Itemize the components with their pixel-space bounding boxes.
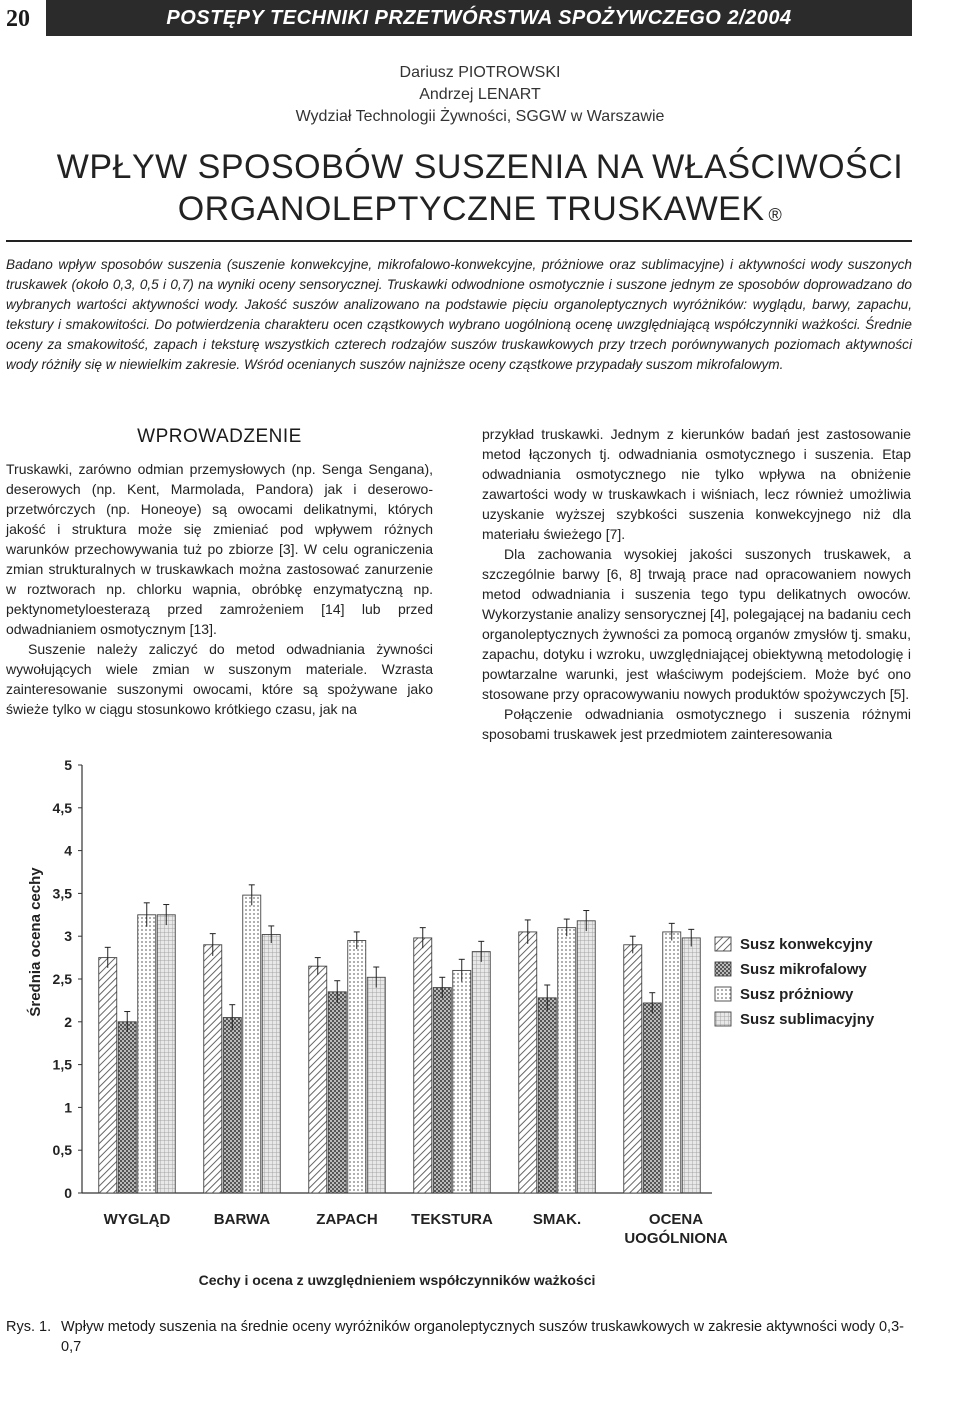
y-tick-label: 4,5 — [52, 799, 72, 816]
bar — [367, 977, 385, 1193]
bar — [519, 932, 537, 1193]
legend-label: Susz próżniowy — [740, 986, 854, 1003]
figure-chart — [0, 740, 912, 1300]
title-divider — [6, 240, 912, 242]
bar — [682, 938, 700, 1193]
legend-label: Susz konwekcyjny — [740, 936, 873, 953]
page-number: 20 — [6, 6, 30, 32]
right-paragraph-2: Dla zachowania wysokiej jakości suszonych truskawek, a szczególnie barwy [6, 8] trwają prace nad opracowaniem nowych metod odwadniania i suszenia tego typu delikatnych owoców. Wykorzystanie analizy sensorycznej [4], polegającej na badaniu cech organoleptycznych żywności za pomocą organów zmysłów tj. smaku, zapachu, dotyku i wzroku, uwzględniającej obiektywną metodologię i powtarzalne warunki, jest właściwym podejściem. Może być ono stosowane przy opracowywaniu nowych produktów spożywczych [5]. — [482, 546, 911, 702]
page-header — [0, 0, 960, 38]
right-column — [482, 424, 911, 744]
y-tick-label: 2 — [64, 1013, 72, 1030]
title-line-2 — [0, 188, 960, 230]
y-tick-label: 0,5 — [52, 1142, 72, 1159]
bar — [223, 1018, 241, 1193]
bar — [538, 998, 556, 1193]
legend-swatch — [715, 987, 731, 1001]
y-tick-label: 0 — [64, 1185, 72, 1201]
article-title — [0, 146, 960, 230]
x-axis-label: Cechy i ocena z uwzględnieniem współczynników ważkości — [198, 1272, 596, 1288]
bar — [433, 988, 451, 1193]
y-tick-label: 2,5 — [52, 971, 72, 987]
caption-label: Rys. 1. — [6, 1319, 52, 1335]
bar — [624, 945, 642, 1193]
x-tick-label: ZAPACH — [316, 1211, 378, 1228]
section-heading-introduction: WPROWADZENIE — [137, 426, 302, 447]
bar — [348, 940, 366, 1193]
bar — [309, 966, 327, 1193]
x-tick-label: UOGÓLNIONA — [624, 1230, 728, 1247]
caption-text: Wpływ metody suszenia na średnie oceny wyróżników organoleptycznych suszów truskawkowych w zakresie aktywności wody 0,3-0,7 — [61, 1319, 904, 1355]
bar — [243, 895, 261, 1193]
bar — [118, 1022, 136, 1193]
author-2: Andrzej LENART — [419, 86, 541, 103]
y-tick-label: 3 — [64, 928, 72, 945]
bar — [663, 932, 681, 1193]
journal-banner — [46, 0, 912, 36]
right-paragraph-3: Połączenie odwadniania osmotycznego i suszenia różnymi sposobami truskawek jest przedmiotem zainteresowania — [482, 706, 911, 742]
bar — [558, 928, 576, 1193]
title-line-1: WPŁYW SPOSOBÓW SUSZENIA NA WŁAŚCIWOŚCI — [56, 148, 904, 186]
bar — [643, 1003, 661, 1193]
y-tick-label: 1 — [64, 1099, 72, 1116]
bar — [204, 945, 222, 1193]
x-tick-label: BARWA — [213, 1211, 271, 1228]
figure-caption — [6, 1317, 912, 1357]
right-paragraph-1: przykład truskawki. Jednym z kierunków badań jest zastosowanie metod łączonych tj. odwadniania osmotycznego i suszenia. Etap odwadniania osmotycznego nie tylko wpływa na obniżenie zawartości wody w truskawkach i wiśniach, lecz również umożliwia uzyskanie wyższej szybkości suszenia konwekcyjnego niż dla materiału świeżego [7]. — [482, 426, 911, 542]
legend-swatch — [715, 937, 731, 951]
legend-swatch — [715, 962, 731, 976]
bar — [262, 934, 280, 1193]
y-tick-label: 3,5 — [52, 885, 72, 902]
bar — [414, 938, 432, 1193]
journal-title: POSTĘPY TECHNIKI PRZETWÓRSTWA SPOŻYWCZEGO 2/2004 — [166, 7, 792, 29]
left-column — [6, 459, 433, 719]
bar — [577, 921, 595, 1193]
affiliation: Wydział Technologii Żywności, SGGW w Warszawie — [295, 108, 665, 125]
bar — [157, 915, 175, 1193]
y-tick-label: 5 — [64, 757, 72, 773]
y-tick-label: 1,5 — [52, 1056, 72, 1073]
left-paragraph-1: Truskawki, zarówno odmian przemysłowych (np. Senga Sengana), deserowych (np. Kent, Marmolada, Pandora) jak i deserowo-przetwórczych (np. Honeoye) są owocami delikatnymi, których jakość i struktura może się zmieniać pod wpływem różnych warunków przechowywania tuż po zbiorze [3]. W celu ograniczenia zmian strukturalnych w truskawkach można zastosować zanurzenie w roztworach np. chlorku wapnia, obróbkę enzymatyczną np. pektynometyloesterazą przed zamrożeniem [14] lub przed odwadnianiem osmotycznym [13]. — [6, 461, 433, 637]
legend-swatch — [715, 1012, 731, 1026]
x-tick-label: SMAK. — [532, 1211, 582, 1228]
abstract: Badano wpływ sposobów suszenia (suszenie konwekcyjne, mikrofalowo-konwekcyjne, próżniowe oraz sublimacyjne) i aktywności wody suszonych truskawek (około 0,3, 0,5 i 0,7) na wyniki oceny sensorycznej. Truskawki odwodnione osmotycznie i suszone jednym ze sposobów doprowadzano do wybranych wartości aktywności wody. Jakość suszów analizowano na podstawie pięciu organoleptycznych wyróżników: wyglądu, barwy, zapachu, tekstury i smakowitości. Do potwierdzenia charakteru ocen cząstkowych wybrano uogólnioną ocenę uwzględniającą współczynniki ważkości. Średnie oceny za smakowitość, zapach i teksturę wszystkich czterech rodzajów suszów truskawkowych przy trzech porównywanych poziomach aktywności wody różniły się w niewielkim zakresie. Wśród ocenianych suszów najniższe oceny cząstkowe przypadały suszom mikrofalowym. — [6, 257, 912, 372]
left-paragraph-2: Suszenie należy zaliczyć do metod odwadniania żywności wywołujących wiele zmian w suszonym materiale. Wzrasta zainteresowanie suszonymi owocami, które są spożywane jako świeże tylko w ciągu stosunkowo krótkiego czasu, jak na — [6, 641, 433, 717]
bar — [99, 958, 117, 1193]
legend-label: Susz mikrofalowy — [740, 961, 867, 978]
registered-mark: ® — [768, 205, 783, 225]
x-tick-label: WYGLĄD — [103, 1211, 171, 1228]
x-tick-label: OCENA — [648, 1211, 704, 1228]
bar — [328, 992, 346, 1193]
author-1: Dariusz PIOTROWSKI — [399, 64, 561, 81]
x-tick-label: TEKSTURA — [411, 1211, 493, 1228]
bar-chart — [0, 740, 912, 1300]
title-line-2-text: ORGANOLEPTYCZNE TRUSKAWEK — [177, 190, 765, 228]
y-tick-label: 4 — [64, 842, 72, 859]
bar — [453, 970, 471, 1193]
y-axis-label: Średnia ocena cechy — [27, 867, 44, 1017]
author-block — [0, 62, 960, 128]
bar — [138, 915, 156, 1193]
legend-label: Susz sublimacyjny — [740, 1011, 875, 1028]
bar — [472, 952, 490, 1193]
